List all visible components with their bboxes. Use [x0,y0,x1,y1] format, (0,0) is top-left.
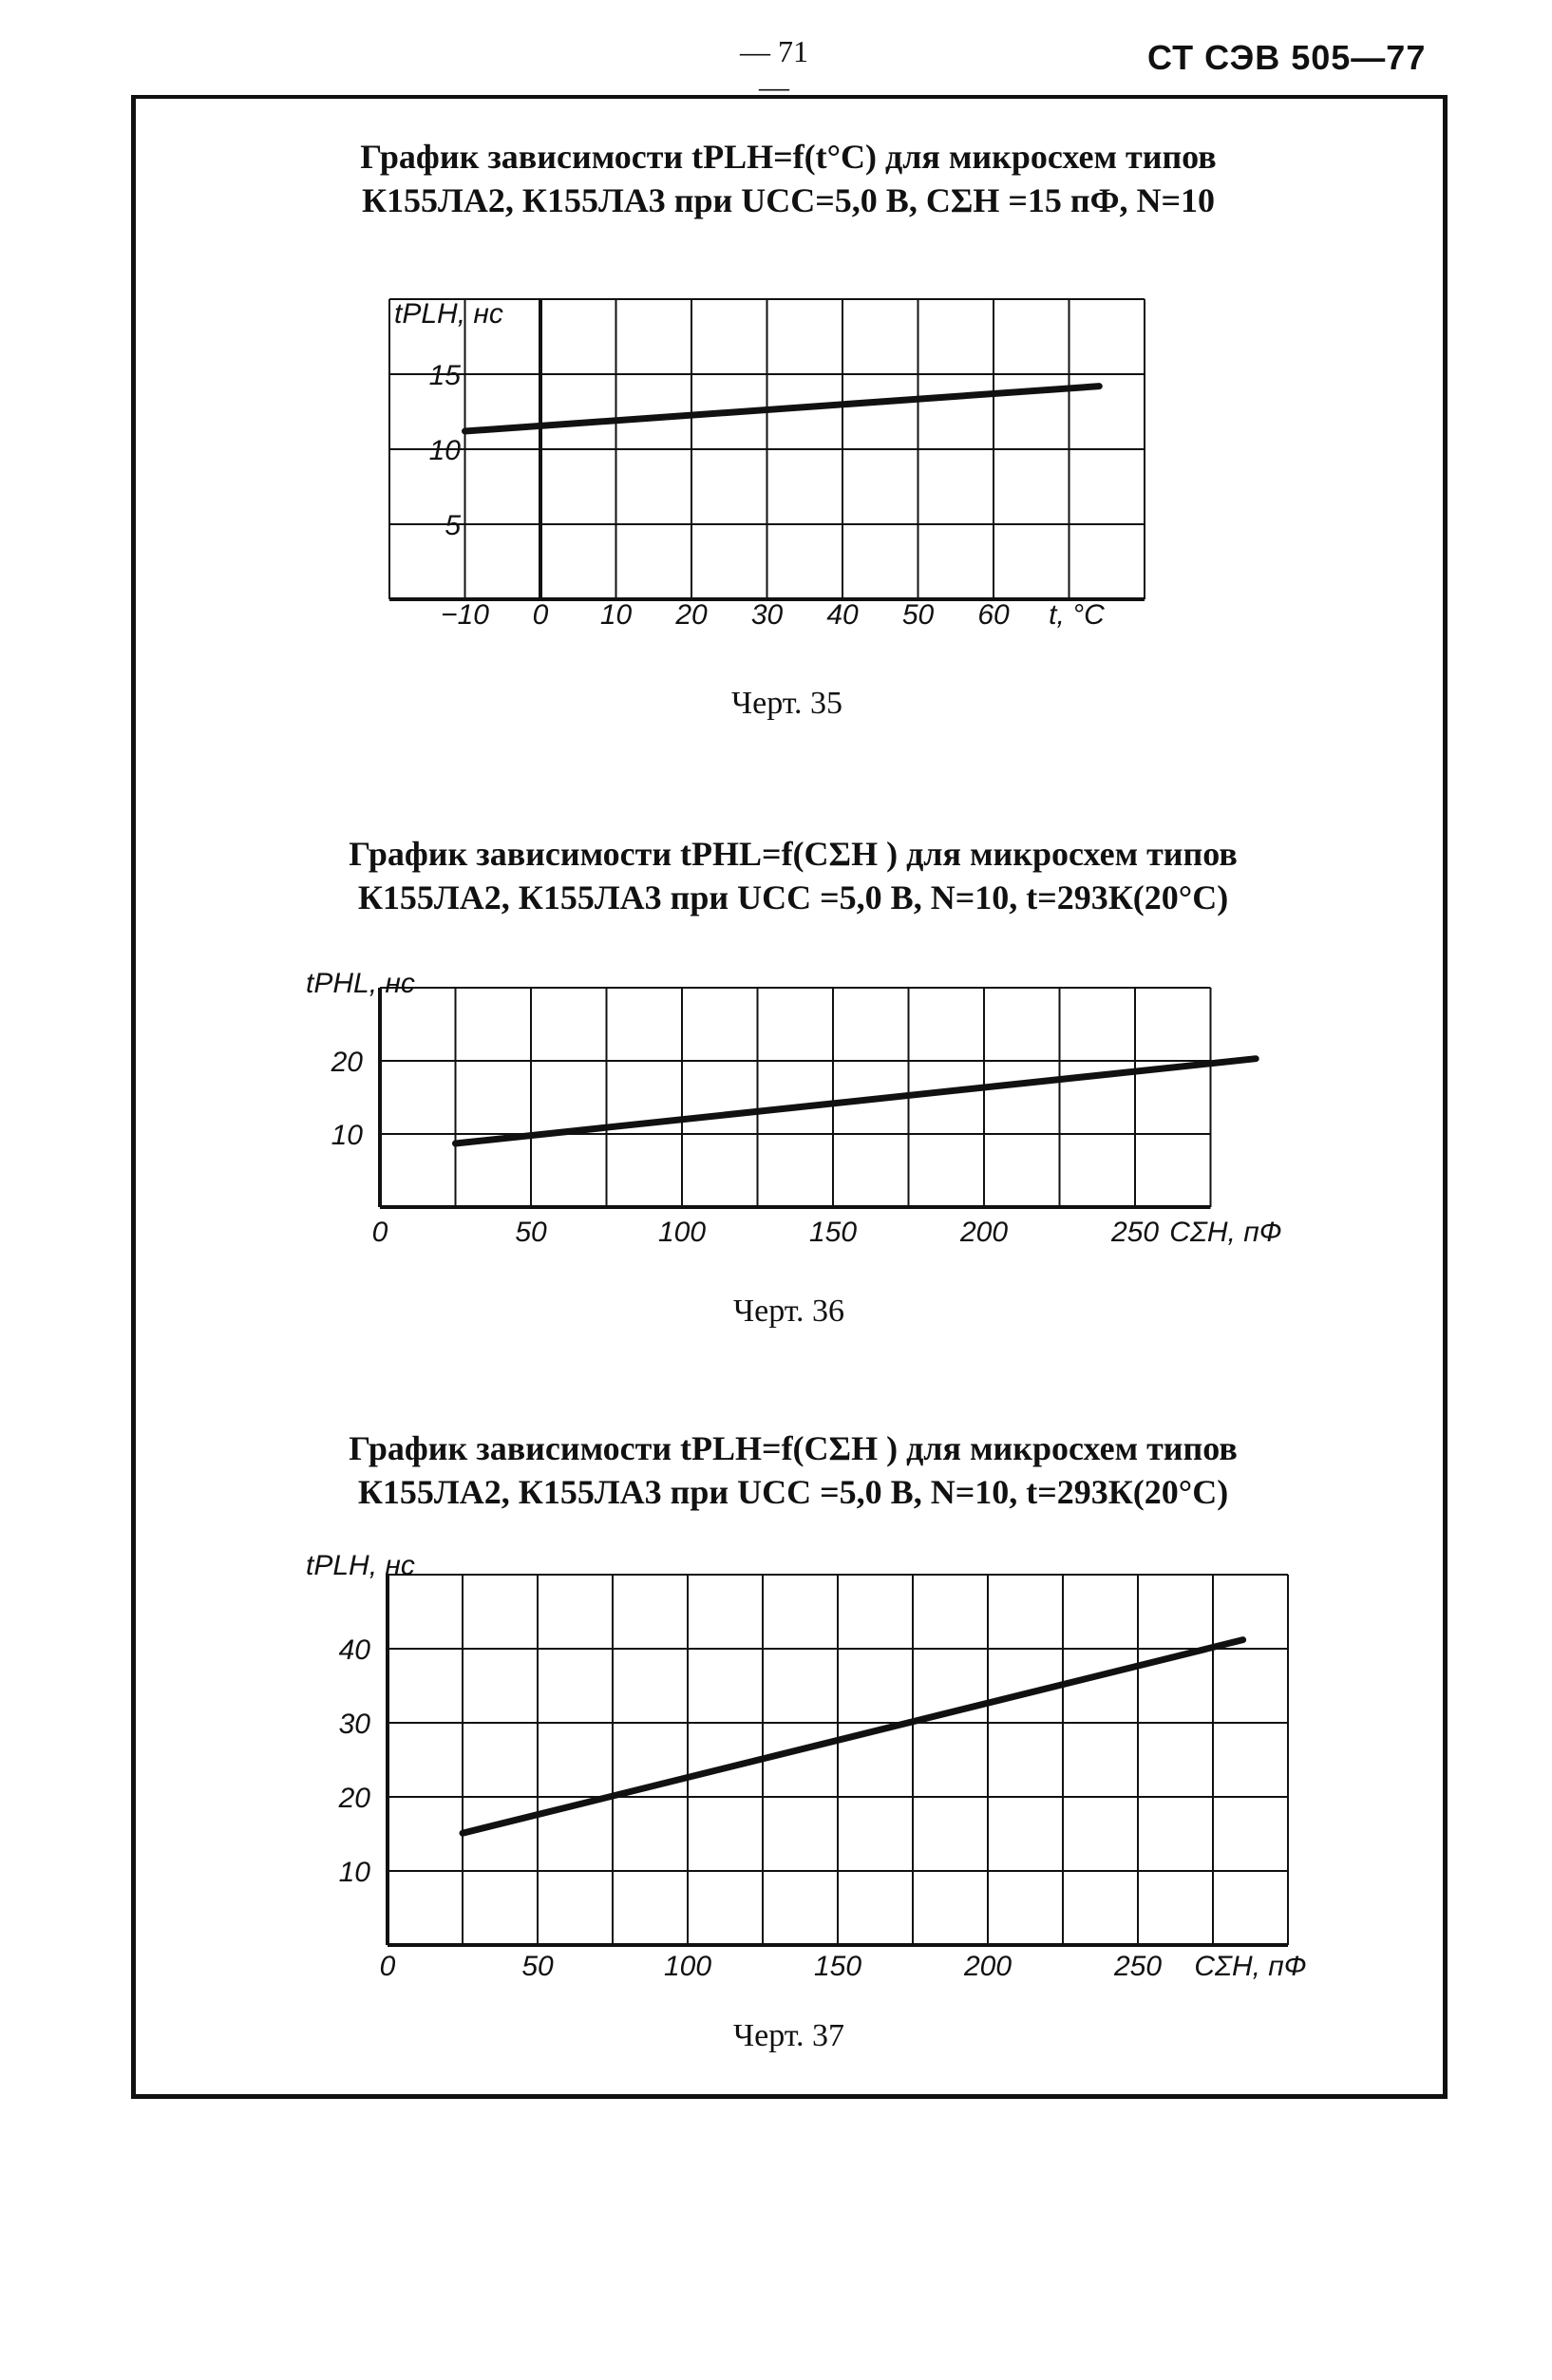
x-tick-label: 50 [521,1951,554,1982]
y-tick-label: 30 [338,1709,370,1740]
x-tick-label: −10 [441,599,489,631]
x-tick-label: 0 [371,1217,388,1248]
x-tick-label: 10 [599,599,633,631]
x-tick-label: 100 [657,1217,707,1248]
chart-35-caption: График зависимости tPLH=f(t°C) для микросхем типов К155ЛА2, К155ЛА3 при UCC=5,0 В, CΣH =15 пФ, N=10 [360,138,1217,219]
chart-36 [275,959,1339,1263]
chart-35 [361,285,1197,646]
y-axis-label: tPHL, нс [306,968,415,999]
x-tick-label: 30 [750,599,784,631]
x-tick-label: 200 [963,1951,1013,1982]
x-tick-label: 50 [515,1217,547,1248]
x-axis-label: t, °C [1049,599,1105,631]
y-tick-label: 5 [445,510,461,541]
x-tick-label: 250 [1113,1951,1163,1982]
figure-35-label: Черт. 35 [731,686,843,721]
y-tick-label: 40 [338,1634,370,1666]
y-tick-label: 15 [428,360,461,391]
y-tick-label: 10 [428,435,461,466]
chart-36-caption: График зависимости tPHL=f(CΣH ) для микросхем типов К155ЛА2, К155ЛА3 при UCC =5,0 В, N=10, t=293К(20°С) [349,835,1238,916]
x-tick-label: 60 [977,599,1010,631]
x-axis-label: CΣH, пФ [1194,1951,1307,1982]
x-tick-label: 200 [959,1217,1009,1248]
x-tick-label: 250 [1110,1217,1160,1248]
y-axis-label: tPLH, нс [306,1550,415,1581]
standard-code: СТ СЭВ 505—77 [1147,38,1427,77]
y-tick-label: 10 [338,1857,370,1888]
x-tick-label: 100 [663,1951,712,1982]
x-tick-label: 40 [826,599,859,631]
x-tick-label: 150 [813,1951,862,1982]
y-tick-label: 20 [338,1783,370,1814]
series-line [463,1640,1243,1834]
x-tick-label: 20 [675,599,708,631]
x-tick-label: 0 [379,1951,396,1982]
figure-37-label: Черт. 37 [733,2018,845,2053]
x-tick-label: 150 [808,1217,858,1248]
y-axis-label: tPLH, нс [394,298,503,330]
figure-36-label: Черт. 36 [733,1294,845,1329]
x-tick-label: 50 [901,599,935,631]
series-line [465,387,1100,431]
x-tick-label: 0 [532,599,549,631]
x-axis-label: CΣH, пФ [1169,1217,1282,1248]
chart-37 [275,1537,1339,1983]
y-tick-label: 20 [331,1047,363,1078]
y-tick-label: 10 [331,1120,363,1151]
page-number: — 71 — [740,34,808,104]
chart-37-caption: График зависимости tPLH=f(CΣH ) для микросхем типов К155ЛА2, К155ЛА3 при UCC =5,0 В, N=10, t=293К(20°С) [349,1429,1238,1511]
